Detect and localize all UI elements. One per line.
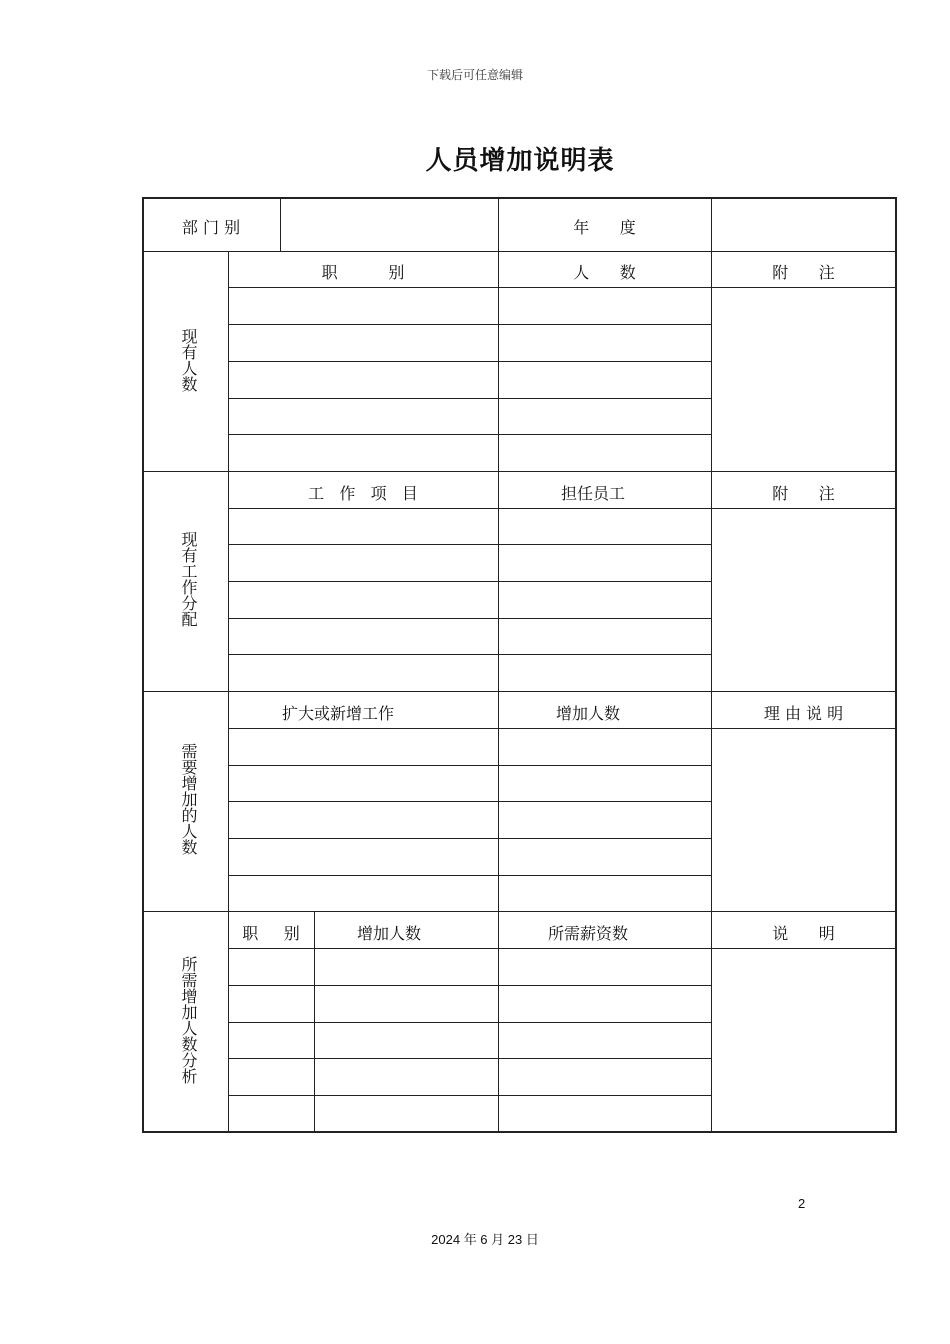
header-reason: 理 由 说 明 bbox=[763, 704, 844, 723]
header-expanded-work: 扩大或新增工作 bbox=[281, 704, 394, 723]
header-note: 下载后可任意编辑 bbox=[426, 68, 523, 82]
page-title: 人员增加说明表 bbox=[425, 146, 615, 176]
year-label: 年 度 bbox=[573, 218, 636, 237]
header-added-count-2: 增加人数 bbox=[356, 924, 421, 943]
section-label-needed-staff: 需要增加的人数 bbox=[179, 743, 198, 855]
section-label-current-work: 现有工作分配 bbox=[179, 531, 198, 627]
section-label-analysis: 所需增加人数分析 bbox=[179, 956, 198, 1084]
header-headcount: 人 数 bbox=[573, 263, 636, 282]
header-assigned-staff: 担任员工 bbox=[560, 484, 625, 503]
header-salary: 所需薪资数 bbox=[547, 924, 628, 943]
header-remarks: 附 注 bbox=[772, 263, 835, 282]
header-added-count: 增加人数 bbox=[555, 704, 620, 723]
header-work-item: 工 作 项 目 bbox=[308, 484, 418, 503]
header-position-2: 职 别 bbox=[242, 924, 300, 943]
header-explanation: 说 明 bbox=[772, 924, 835, 943]
header-remarks-2: 附 注 bbox=[772, 484, 835, 503]
section-label-current-staff: 现有人数 bbox=[179, 328, 198, 392]
header-position: 职 别 bbox=[321, 263, 405, 282]
dept-label: 部 门 别 bbox=[181, 218, 241, 237]
page-number: 2 bbox=[798, 1196, 806, 1211]
footer-date: 2024 年 6 月 23 日 bbox=[431, 1232, 539, 1247]
